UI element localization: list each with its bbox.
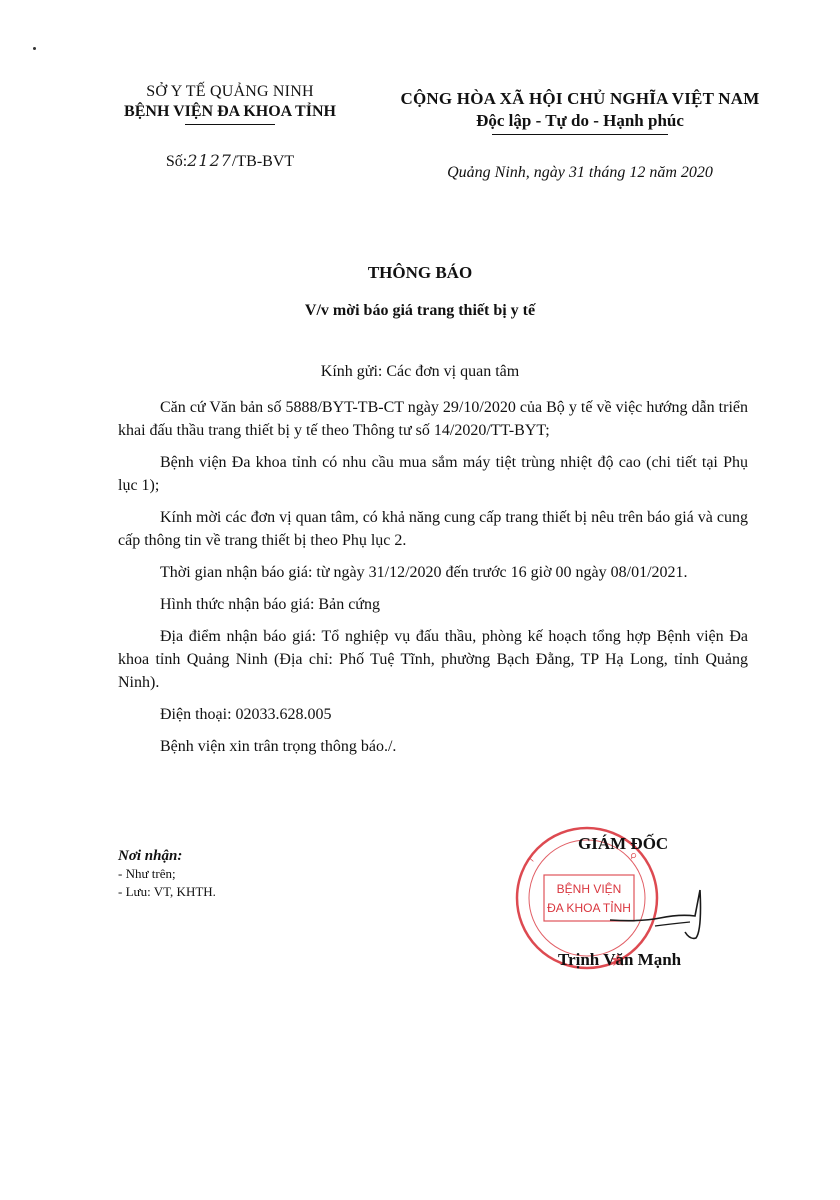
paragraph-legal-basis: Căn cứ Văn bản số 5888/BYT-TB-CT ngày 29/10/2020 của Bộ y tế về việc hướng dẫn triển khai đấu thầu trang thiết bị y tế theo Thông tư số 14/2020/TT-BYT; (118, 399, 748, 439)
national-motto: Độc lập - Tự do - Hạnh phúc (476, 111, 684, 130)
document-number (90, 151, 370, 172)
doc-number-prefix: Số: (165, 153, 188, 170)
hospital-name: BỆNH VIỆN ĐA KHOA TỈNH (124, 103, 336, 120)
header-underline (185, 124, 275, 125)
country-name: CỘNG HÒA XÃ HỘI CHỦ NGHĨA VIỆT NAM (400, 89, 760, 108)
document-title: THÔNG BÁO (367, 263, 473, 282)
paragraph-timeframe: Thời gian nhận báo giá: từ ngày 31/12/2020 đến trước 16 giờ 00 ngày 08/01/2021. (160, 564, 688, 581)
agency-name: SỞ Y TẾ QUẢNG NINH (146, 83, 314, 100)
recipients-title: Nơi nhận: (118, 848, 183, 864)
date-line: Quảng Ninh, ngày 31 tháng 12 năm 2020 (447, 164, 713, 181)
doc-number-suffix: /TB-BVT (231, 153, 295, 170)
document-body (118, 396, 748, 767)
paragraph-closing: Bệnh viện xin trân trọng thông báo./. (160, 738, 397, 755)
motto-underline (492, 134, 668, 135)
paragraph-purchase-need: Bệnh viện Đa khoa tỉnh có nhu cầu mua sắm máy tiệt trùng nhiệt độ cao (chi tiết tại Phụ lục 1); (118, 454, 748, 494)
paragraph-invitation: Kính mời các đơn vị quan tâm, có khả năng cung cấp trang thiết bị nêu trên báo giá và cung cấp thông tin về trang thiết bị theo Phụ lục 2. (118, 509, 748, 549)
seal-text-line2: ĐA KHOA TỈNH (547, 901, 631, 915)
signer-name: Trịnh Văn Mạnh (558, 950, 682, 969)
seal-text-line1: BỆNH VIỆN (556, 882, 622, 896)
scan-speck (33, 47, 36, 50)
salutation: Kính gửi: Các đơn vị quan tâm (320, 363, 520, 380)
document-subtitle: V/v mời báo giá trang thiết bị y tế (304, 302, 536, 319)
recipients-item: - Lưu: VT, KHTH. (118, 884, 216, 899)
paragraph-format: Hình thức nhận báo giá: Bản cứng (160, 596, 380, 613)
signer-title: GIÁM ĐỐC (578, 834, 669, 853)
paragraph-location: Địa điểm nhận báo giá: Tổ nghiệp vụ đấu thầu, phòng kế hoạch tổng hợp Bệnh viện Đa khoa tỉnh Quảng Ninh (Địa chỉ: Phố Tuệ Tĩnh, phường Bạch Đằng, TP Hạ Long, tỉnh Quảng Ninh). (118, 628, 748, 691)
recipients-item: - Như trên; (118, 866, 176, 881)
issuer-header (90, 82, 370, 172)
svg-text:Q: Q (628, 851, 638, 861)
svg-text:T: T (528, 856, 537, 865)
doc-number-handwritten: 2127 (187, 151, 232, 170)
handwritten-signature (600, 880, 720, 950)
paragraph-phone: Điện thoại: 02033.628.005 (160, 706, 332, 723)
recipients-block (118, 847, 216, 901)
national-header (380, 88, 780, 135)
